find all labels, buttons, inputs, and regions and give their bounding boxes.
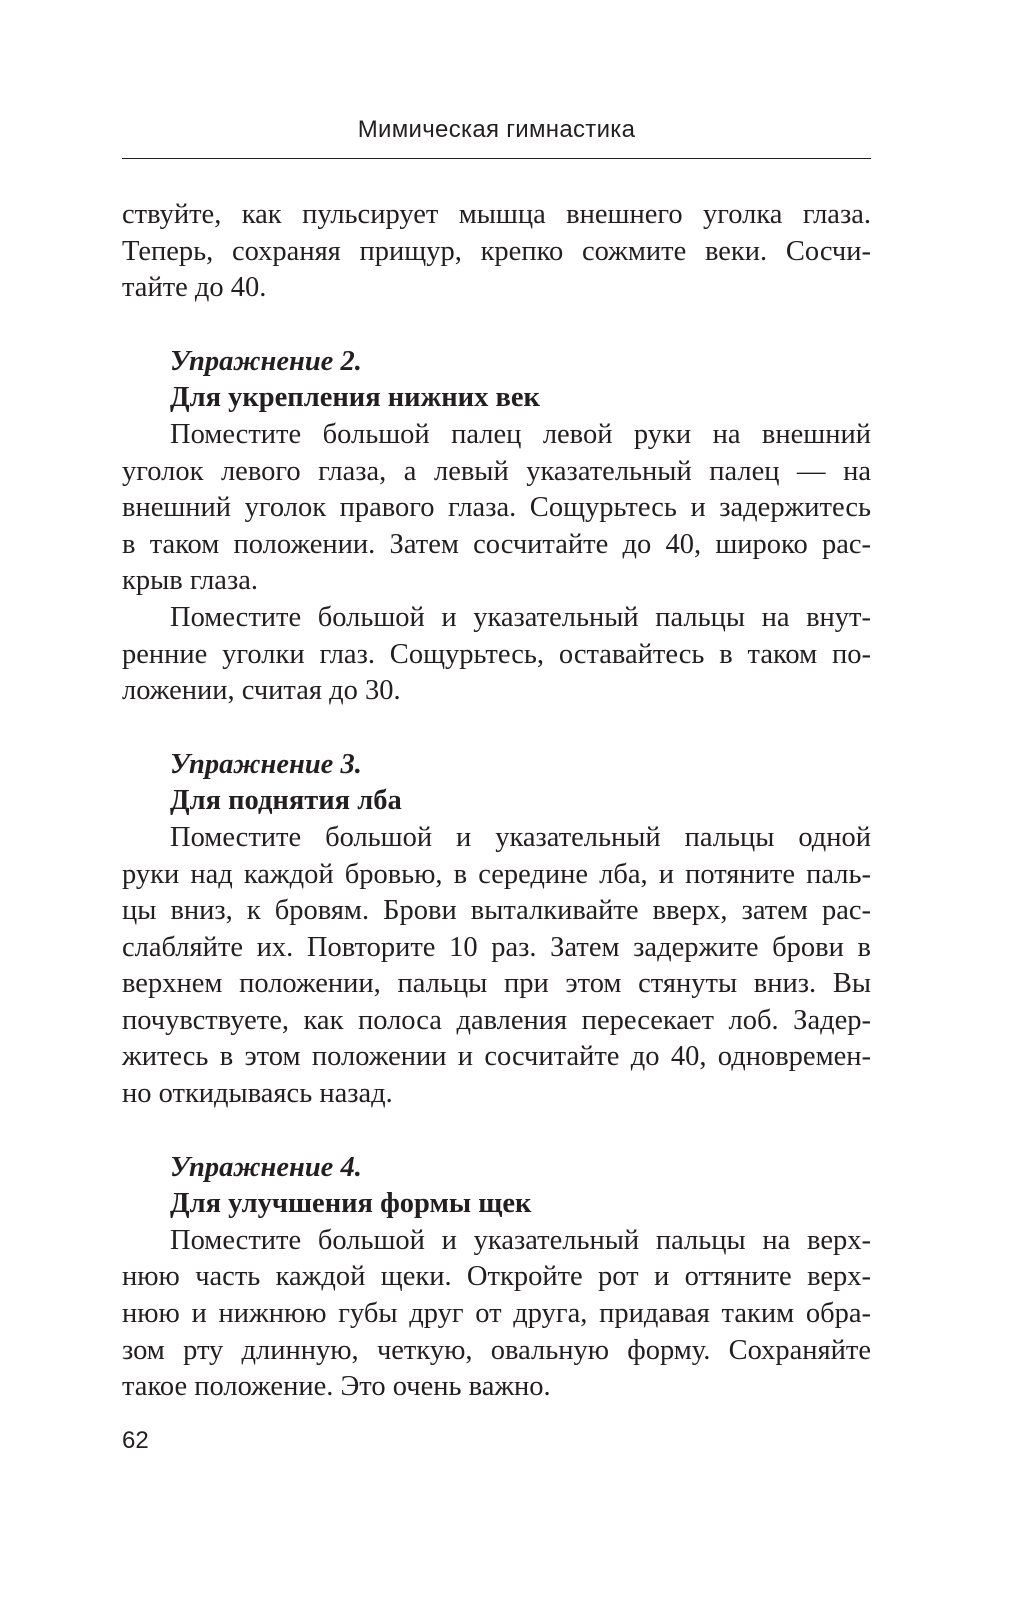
text-line: крыв глаза. xyxy=(122,565,258,597)
text-line: но откидываясь назад. xyxy=(122,1078,393,1110)
exercise-subtitle: Для укрепления нижних век xyxy=(170,382,540,414)
text-line: ствуйте, как пульсирует мышца внешнего уголка глаза. xyxy=(122,199,871,230)
running-head: Мимическая гимнастика xyxy=(357,116,636,143)
text-line: почувствуете, как полоса давления пересекает лоб. Задер- xyxy=(122,1004,871,1036)
text-line: такое положение. Это очень важно. xyxy=(122,1371,551,1403)
text-line: Поместите большой и указательный пальцы на внут- xyxy=(170,601,871,633)
text-line: тайте до 40. xyxy=(122,272,267,304)
header-rule xyxy=(122,158,871,159)
text-line: внешний уголок правого глаза. Сощурьтесь и задержитесь xyxy=(122,492,871,524)
exercise-4 xyxy=(122,1150,871,1406)
exercise-paragraph xyxy=(122,820,871,1113)
text-line: слабляйте их. Повторите 10 раз. Затем задержите брови в xyxy=(122,931,871,963)
text-line: верхнем положении, пальцы при этом стянуты вниз. Вы xyxy=(122,968,871,1000)
text-line: ренние уголки глаз. Сощурьтесь, оставайтесь в таком по- xyxy=(122,638,871,670)
intro-paragraph xyxy=(122,197,871,307)
text-line: зом рту длинную, четкую, овальную форму. Сохраняйте xyxy=(122,1334,871,1366)
text-line: руки над каждой бровью, в середине лба, и потяните паль- xyxy=(122,858,871,890)
exercise-subtitle: Для поднятия лба xyxy=(170,785,402,817)
text-line: уголок левого глаза, а левый указательный палец — на xyxy=(122,455,871,487)
exercise-subtitle: Для улучшения формы щек xyxy=(170,1188,532,1220)
exercise-paragraph xyxy=(122,600,871,710)
exercise-title: Упражнение 2. xyxy=(170,345,362,377)
text-line: ложении, считая до 30. xyxy=(122,675,401,707)
exercise-paragraph xyxy=(122,1223,871,1406)
text-line: в таком положении. Затем сосчитайте до 40, широко рас- xyxy=(122,528,871,560)
page-body xyxy=(122,197,871,1406)
text-line: Поместите большой и указательный пальцы на верх- xyxy=(170,1224,871,1256)
exercise-title: Упражнение 4. xyxy=(170,1151,362,1183)
text-line: цы вниз, к бровям. Брови выталкивайте вверх, затем рас- xyxy=(122,895,871,927)
exercise-3 xyxy=(122,747,871,1113)
text-line: Поместите большой и указательный пальцы одной xyxy=(170,821,871,853)
text-line: нюю и нижнюю губы друг от друга, придавая таким обра- xyxy=(122,1298,871,1330)
text-line: житесь в этом положении и сосчитайте до 40, одновремен- xyxy=(122,1041,871,1073)
text-line: Теперь, сохраняя прищур, крепко сожмите веки. Сосчи- xyxy=(122,235,871,267)
text-line: нюю часть каждой щеки. Откройте рот и оттяните верх- xyxy=(122,1261,871,1293)
text-line: Поместите большой палец левой руки на внешний xyxy=(170,418,871,450)
exercise-title: Упражнение 3. xyxy=(170,748,362,780)
exercise-2 xyxy=(122,344,871,710)
page-number: 62 xyxy=(122,1427,149,1454)
exercise-paragraph xyxy=(122,417,871,600)
